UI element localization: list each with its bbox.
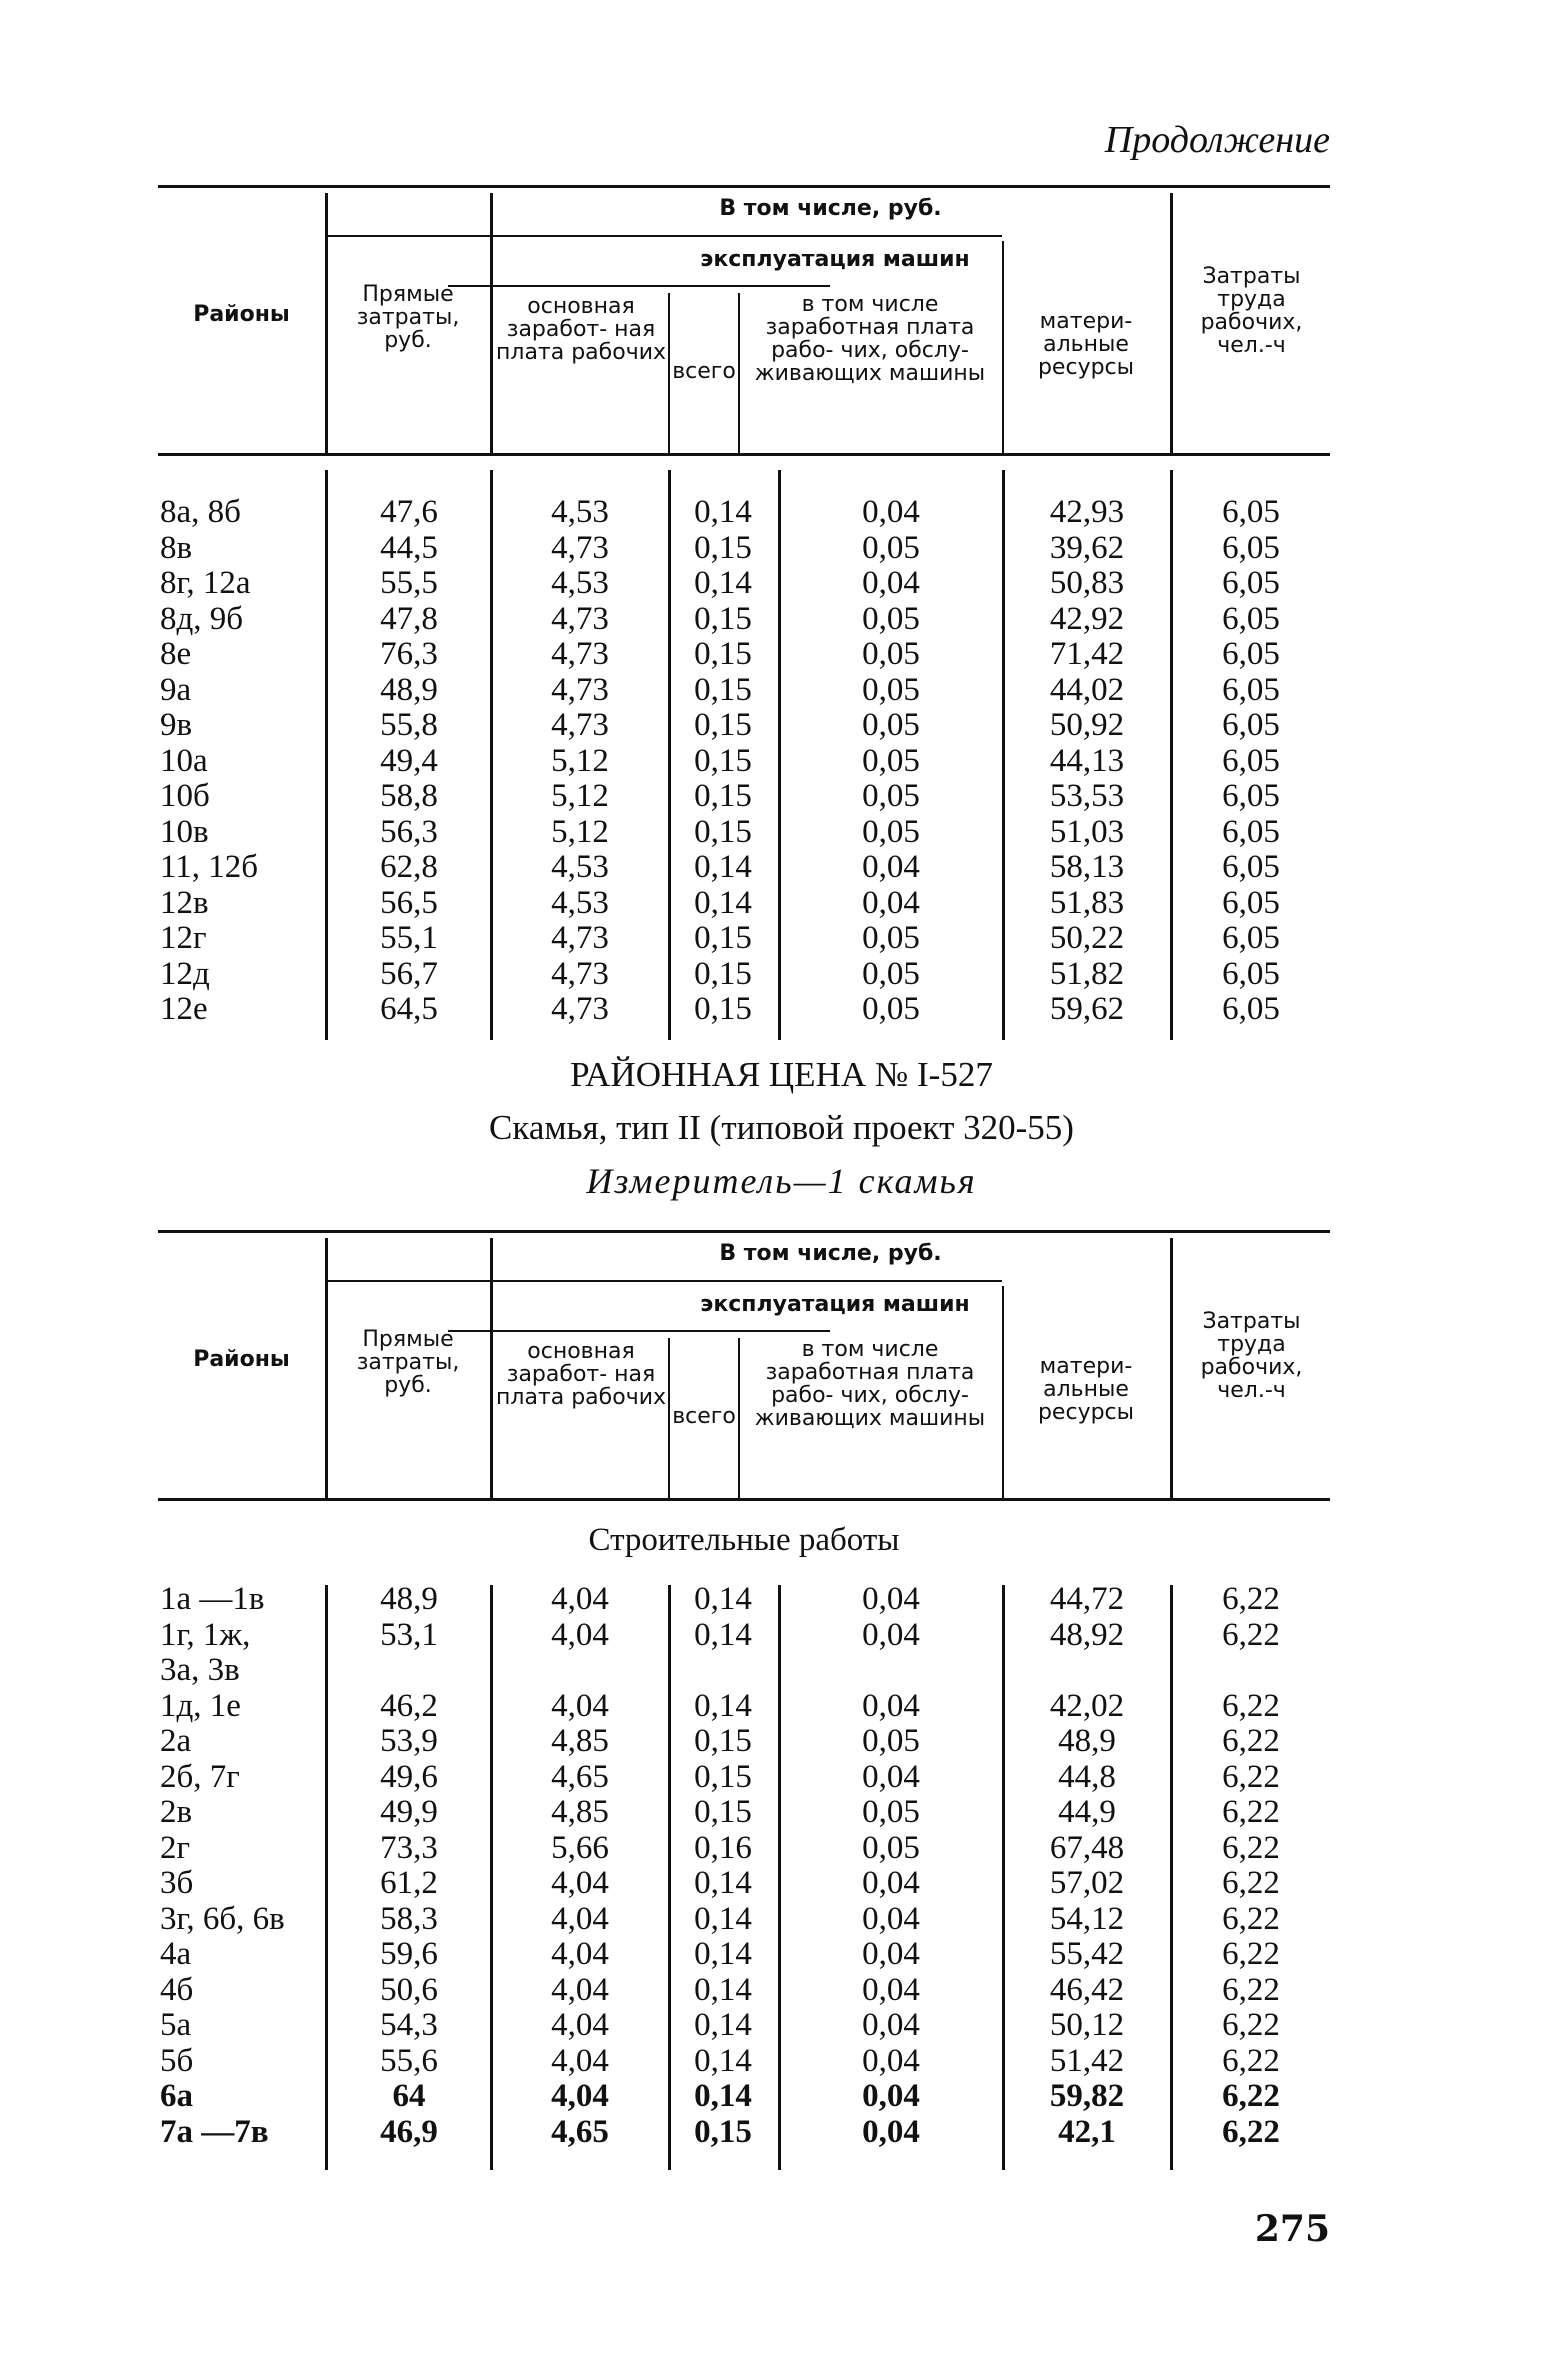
cell-zarplata: 0,04 [862, 1865, 920, 1901]
header-v-tom-chisle-2: В том числе, руб. [719, 1241, 942, 1266]
cell-osnovnaya: 5,12 [551, 778, 609, 814]
cell-osnovnaya: 4,04 [551, 2007, 609, 2043]
cell-pryamye: 55,6 [380, 2042, 438, 2079]
cell-trud: 6,22 [1222, 1865, 1280, 1901]
cell-pryamye: 55,1 [380, 920, 438, 956]
cell-pryamye: 49,4 [380, 742, 438, 779]
cell-material: 50,83 [1049, 565, 1125, 601]
subheading-construction: Строительные работы [588, 1522, 900, 1558]
cell-rayon: 4б [160, 1971, 194, 2008]
table-row [158, 1795, 1330, 1831]
cell-material: 57,02 [1049, 1865, 1125, 1901]
cell-vsego: 0,14 [694, 1687, 752, 1724]
cell-pryamye: 46,9 [380, 2113, 438, 2150]
cell-trud: 6,22 [1222, 2078, 1280, 2114]
cell-vsego: 0,15 [694, 707, 752, 743]
cell-pryamye: 64 [392, 2078, 426, 2114]
cell-trud: 6,22 [1222, 1829, 1280, 1866]
header-vsego-2: всего [672, 1404, 736, 1429]
cell-osnovnaya: 4,53 [551, 884, 609, 921]
continuation-label: Продолжение [1104, 119, 1330, 161]
cell-material: 44,8 [1058, 1758, 1116, 1795]
cell-material: 55,42 [1049, 1936, 1125, 1972]
cell-pryamye: 47,8 [380, 600, 438, 637]
cell-zarplata: 0,04 [862, 1936, 920, 1972]
cell-zarplata: 0,04 [862, 2078, 920, 2114]
cell-trud: 6,05 [1222, 778, 1280, 814]
cell-osnovnaya: 5,66 [551, 1829, 609, 1866]
cell-rayon: 8д, 9б [160, 600, 244, 637]
table-row [158, 957, 1330, 993]
cell-material: 50,22 [1049, 920, 1125, 956]
cell-material: 71,42 [1049, 636, 1125, 672]
cell-vsego: 0,14 [694, 494, 752, 530]
cell-pryamye: 46,2 [380, 1687, 438, 1724]
cell-vsego: 0,15 [694, 920, 752, 956]
cell-osnovnaya: 4,73 [551, 529, 609, 566]
cell-osnovnaya: 4,04 [551, 1581, 609, 1617]
cell-rayon: 8г, 12а [160, 565, 251, 601]
cell-zarplata: 0,05 [862, 1794, 920, 1830]
cell-rayon: 8е [160, 636, 192, 672]
cell-vsego: 0,15 [694, 742, 752, 779]
cell-zarplata: 0,04 [862, 884, 920, 921]
header-rayony-2: Районы [193, 1347, 290, 1372]
cell-osnovnaya: 4,04 [551, 1936, 609, 1972]
cell-trud: 6,05 [1222, 565, 1280, 601]
cell-zarplata: 0,04 [862, 1971, 920, 2008]
cell-vsego: 0,14 [694, 1936, 752, 1972]
cell-vsego: 0,14 [694, 2007, 752, 2043]
cell-pryamye: 62,8 [380, 849, 438, 885]
cell-material: 54,12 [1049, 1900, 1125, 1937]
cell-trud: 6,05 [1222, 707, 1280, 743]
cell-rayon: 12г [160, 920, 207, 956]
cell-osnovnaya: 4,65 [551, 2113, 609, 2150]
header-pryamye: Прямые затраты, руб. [356, 282, 460, 353]
table-row [158, 1937, 1330, 1973]
cell-rayon: 1г, 1ж, [160, 1616, 251, 1653]
cell-osnovnaya: 4,53 [551, 849, 609, 885]
table-row [158, 744, 1330, 780]
header-osnovnaya: основная заработ- ная плата рабочих [496, 294, 667, 365]
cell-zarplata: 0,04 [862, 494, 920, 530]
cell-rayon: 3б [160, 1865, 194, 1901]
table-row [158, 1653, 1330, 1689]
cell-pryamye: 47,6 [380, 494, 438, 530]
cell-zarplata: 0,04 [862, 2042, 920, 2079]
cell-osnovnaya: 4,53 [551, 494, 609, 530]
table-row [158, 708, 1330, 744]
cell-material: 39,62 [1049, 529, 1125, 566]
table-row [158, 1902, 1330, 1938]
cell-rayon: 12д [160, 955, 210, 992]
header-v-tom-chisle-zp: в том числе заработная плата рабо- чих, обслу- живающих машины [754, 292, 986, 386]
cell-trud: 6,05 [1222, 636, 1280, 672]
table-1 [158, 185, 1330, 1045]
cell-zarplata: 0,05 [862, 920, 920, 956]
cell-osnovnaya: 4,04 [551, 2078, 609, 2114]
table-row [158, 815, 1330, 851]
table-row [158, 1689, 1330, 1725]
cell-zarplata: 0,05 [862, 671, 920, 708]
cell-vsego: 0,15 [694, 636, 752, 672]
cell-vsego: 0,14 [694, 1900, 752, 1937]
section-measure: Измеритель—1 скамья [586, 1161, 977, 1201]
cell-rayon: 4а [160, 1936, 192, 1972]
cell-zarplata: 0,05 [862, 1829, 920, 1866]
cell-trud: 6,05 [1222, 813, 1280, 850]
header-materialnye-2: матери- альные ресурсы [1037, 1354, 1135, 1425]
cell-zarplata: 0,04 [862, 1616, 920, 1653]
cell-pryamye: 76,3 [380, 636, 438, 672]
cell-pryamye: 53,1 [380, 1616, 438, 1653]
table-row [158, 1831, 1330, 1867]
cell-rayon: 2г [160, 1829, 191, 1866]
header-pryamye-2: Прямые затраты, руб. [356, 1327, 460, 1398]
cell-pryamye: 50,6 [380, 1971, 438, 2008]
cell-vsego: 0,15 [694, 600, 752, 637]
table-row [158, 602, 1330, 638]
cell-material: 58,13 [1049, 849, 1125, 885]
cell-vsego: 0,16 [694, 1829, 752, 1866]
cell-zarplata: 0,05 [862, 991, 920, 1027]
cell-material: 44,72 [1049, 1581, 1125, 1617]
cell-trud: 6,22 [1222, 1758, 1280, 1795]
cell-zarplata: 0,05 [862, 778, 920, 814]
cell-pryamye: 56,3 [380, 813, 438, 850]
cell-trud: 6,22 [1222, 1794, 1280, 1830]
cell-trud: 6,05 [1222, 494, 1280, 530]
cell-zarplata: 0,04 [862, 1687, 920, 1724]
cell-zarplata: 0,05 [862, 636, 920, 672]
cell-trud: 6,22 [1222, 1581, 1280, 1617]
cell-rayon: 12в [160, 884, 209, 921]
cell-trud: 6,22 [1222, 1936, 1280, 1972]
cell-rayon: 2а [160, 1723, 192, 1759]
cell-material: 42,1 [1058, 2113, 1116, 2150]
cell-vsego: 0,14 [694, 2078, 752, 2114]
cell-pryamye: 58,8 [380, 778, 438, 814]
cell-trud: 6,22 [1222, 1687, 1280, 1724]
cell-trud: 6,22 [1222, 2042, 1280, 2079]
cell-material: 51,83 [1049, 884, 1125, 921]
header-rayony: Районы [193, 302, 290, 327]
cell-osnovnaya: 4,04 [551, 1687, 609, 1724]
table-row [158, 637, 1330, 673]
cell-pryamye: 48,9 [380, 1581, 438, 1617]
cell-material: 59,82 [1049, 2078, 1125, 2114]
cell-rayon: 1а —1в [160, 1581, 265, 1617]
cell-vsego: 0,15 [694, 671, 752, 708]
table-row [158, 992, 1330, 1028]
cell-rayon: 3г, 6б, 6в [160, 1900, 285, 1937]
table-row [158, 2044, 1330, 2080]
cell-material: 50,12 [1049, 2007, 1125, 2043]
cell-osnovnaya: 4,73 [551, 636, 609, 672]
cell-zarplata: 0,05 [862, 529, 920, 566]
cell-rayon: 6а [160, 2078, 193, 2114]
cell-trud: 6,05 [1222, 529, 1280, 566]
cell-pryamye: 73,3 [380, 1829, 438, 1866]
cell-rayon: 2б, 7г [160, 1758, 240, 1795]
section-title: РАЙОННАЯ ЦЕНА № I-527 [570, 1055, 993, 1094]
cell-vsego: 0,14 [694, 2042, 752, 2079]
cell-pryamye: 56,5 [380, 884, 438, 921]
cell-rayon: 10б [160, 778, 210, 814]
cell-osnovnaya: 4,85 [551, 1723, 609, 1759]
cell-osnovnaya: 4,73 [551, 671, 609, 708]
cell-zarplata: 0,05 [862, 742, 920, 779]
cell-zarplata: 0,05 [862, 707, 920, 743]
cell-zarplata: 0,04 [862, 1581, 920, 1617]
header-vsego: всего [672, 359, 736, 384]
cell-material: 44,02 [1049, 671, 1125, 708]
cell-trud: 6,05 [1222, 920, 1280, 956]
header-ekspluatatsiya: эксплуатация машин [700, 247, 970, 272]
cell-zarplata: 0,04 [862, 565, 920, 601]
cell-pryamye: 55,8 [380, 707, 438, 743]
cell-pryamye: 44,5 [380, 529, 438, 566]
cell-zarplata: 0,04 [862, 1900, 920, 1937]
cell-osnovnaya: 4,65 [551, 1758, 609, 1795]
cell-material: 42,93 [1049, 494, 1125, 530]
cell-material: 51,42 [1049, 2042, 1125, 2079]
cell-osnovnaya: 4,04 [551, 1900, 609, 1937]
table-row [158, 2008, 1330, 2044]
cell-pryamye: 61,2 [380, 1865, 438, 1901]
cell-trud: 6,05 [1222, 955, 1280, 992]
cell-material: 51,03 [1049, 813, 1125, 850]
cell-material: 42,02 [1049, 1687, 1125, 1724]
cell-rayon: 9а [160, 671, 192, 708]
header-osnovnaya-2: основная заработ- ная плата рабочих [496, 1339, 667, 1410]
cell-vsego: 0,15 [694, 1758, 752, 1795]
cell-rayon: 5а [160, 2007, 192, 2043]
table-row [158, 779, 1330, 815]
cell-rayon: 10в [160, 813, 209, 850]
table-row [158, 2079, 1330, 2115]
cell-vsego: 0,14 [694, 849, 752, 885]
cell-trud: 6,05 [1222, 671, 1280, 708]
cell-material: 51,82 [1049, 955, 1125, 992]
section-subtitle: Скамья, тип II (типовой проект 320-55) [489, 1108, 1074, 1147]
cell-rayon: 5б [160, 2042, 194, 2079]
cell-rayon: 12е [160, 991, 208, 1027]
cell-pryamye: 49,6 [380, 1758, 438, 1795]
table-row [158, 1618, 1330, 1654]
header-zatraty-truda-2: Затраты труда рабочих, чел.-ч [1200, 1309, 1303, 1403]
cell-rayon: 2в [160, 1794, 193, 1830]
cell-vsego: 0,14 [694, 884, 752, 921]
cell-osnovnaya: 4,73 [551, 707, 609, 743]
table-row [158, 2115, 1330, 2151]
cell-material: 53,53 [1049, 778, 1125, 814]
cell-pryamye: 55,5 [380, 565, 438, 601]
header-v-tom-chisle-zp-2: в том числе заработная плата рабо- чих, обслу- живающих машины [754, 1337, 986, 1431]
cell-zarplata: 0,05 [862, 813, 920, 850]
cell-osnovnaya: 4,73 [551, 955, 609, 992]
cell-material: 48,92 [1049, 1616, 1125, 1653]
cell-vsego: 0,15 [694, 1723, 752, 1759]
cell-osnovnaya: 4,85 [551, 1794, 609, 1830]
cell-material: 46,42 [1049, 1971, 1125, 2008]
cell-osnovnaya: 4,04 [551, 1865, 609, 1901]
cell-pryamye: 59,6 [380, 1936, 438, 1972]
cell-zarplata: 0,05 [862, 955, 920, 992]
table-row [158, 921, 1330, 957]
table-row [158, 1866, 1330, 1902]
cell-osnovnaya: 4,04 [551, 1616, 609, 1653]
cell-rayon: 11, 12б [160, 849, 259, 885]
cell-trud: 6,22 [1222, 1616, 1280, 1653]
cell-material: 44,13 [1049, 742, 1125, 779]
table-row [158, 1724, 1330, 1760]
cell-zarplata: 0,04 [862, 2007, 920, 2043]
table-row [158, 1973, 1330, 2009]
cell-vsego: 0,14 [694, 1616, 752, 1653]
cell-trud: 6,22 [1222, 2113, 1280, 2150]
page-number: 275 [1254, 2208, 1330, 2250]
cell-rayon: 8а, 8б [160, 494, 241, 530]
cell-pryamye: 56,7 [380, 955, 438, 992]
header-materialnye: матери- альные ресурсы [1037, 309, 1135, 380]
cell-material: 50,92 [1049, 707, 1125, 743]
cell-rayon: 8в [160, 529, 193, 566]
cell-rayon: 10а [160, 742, 208, 779]
cell-vsego: 0,14 [694, 1581, 752, 1617]
table-row [158, 1582, 1330, 1618]
cell-trud: 6,22 [1222, 2007, 1280, 2043]
cell-trud: 6,22 [1222, 1723, 1280, 1759]
cell-osnovnaya: 4,53 [551, 565, 609, 601]
cell-material: 48,9 [1058, 1723, 1116, 1759]
cell-vsego: 0,15 [694, 778, 752, 814]
cell-vsego: 0,14 [694, 1971, 752, 2008]
cell-vsego: 0,14 [694, 1865, 752, 1901]
cell-pryamye: 64,5 [380, 991, 438, 1027]
cell-vsego: 0,14 [694, 565, 752, 601]
cell-pryamye: 48,9 [380, 671, 438, 708]
cell-material: 44,9 [1058, 1794, 1116, 1830]
table-row [158, 1760, 1330, 1796]
cell-osnovnaya: 4,73 [551, 600, 609, 637]
cell-zarplata: 0,04 [862, 849, 920, 885]
cell-vsego: 0,15 [694, 529, 752, 566]
cell-osnovnaya: 5,12 [551, 742, 609, 779]
cell-trud: 6,05 [1222, 849, 1280, 885]
cell-pryamye: 58,3 [380, 1900, 438, 1937]
cell-vsego: 0,15 [694, 813, 752, 850]
cell-trud: 6,05 [1222, 991, 1280, 1027]
cell-trud: 6,22 [1222, 1900, 1280, 1937]
cell-trud: 6,05 [1222, 600, 1280, 637]
cell-material: 67,48 [1049, 1829, 1125, 1866]
table-row [158, 531, 1330, 567]
header-v-tom-chisle: В том числе, руб. [719, 196, 942, 221]
cell-vsego: 0,15 [694, 955, 752, 992]
table-2 [158, 1230, 1330, 2180]
cell-zarplata: 0,04 [862, 1758, 920, 1795]
table-row [158, 886, 1330, 922]
cell-zarplata: 0,04 [862, 2113, 920, 2150]
cell-material: 42,92 [1049, 600, 1125, 637]
cell-osnovnaya: 4,04 [551, 2042, 609, 2079]
cell-rayon: 7а —7в [160, 2113, 269, 2150]
cell-pryamye: 49,9 [380, 1794, 438, 1830]
cell-pryamye: 53,9 [380, 1723, 438, 1759]
cell-osnovnaya: 4,04 [551, 1971, 609, 2008]
table-row [158, 673, 1330, 709]
cell-rayon: 9в [160, 707, 193, 743]
cell-zarplata: 0,05 [862, 600, 920, 637]
cell-osnovnaya: 4,73 [551, 991, 609, 1027]
header-zatraty-truda: Затраты труда рабочих, чел.-ч [1200, 264, 1303, 358]
cell-trud: 6,05 [1222, 884, 1280, 921]
cell-osnovnaya: 4,73 [551, 920, 609, 956]
table-row [158, 850, 1330, 886]
cell-vsego: 0,15 [694, 1794, 752, 1830]
cell-material: 59,62 [1049, 991, 1125, 1027]
cell-vsego: 0,15 [694, 991, 752, 1027]
header-ekspluatatsiya-2: эксплуатация машин [700, 1292, 970, 1317]
table-row [158, 566, 1330, 602]
cell-trud: 6,22 [1222, 1971, 1280, 2008]
cell-rayon: 1д, 1е [160, 1687, 241, 1724]
table-row [158, 495, 1330, 531]
cell-trud: 6,05 [1222, 742, 1280, 779]
cell-rayon: 3а, 3в [160, 1652, 240, 1688]
cell-osnovnaya: 5,12 [551, 813, 609, 850]
cell-zarplata: 0,05 [862, 1723, 920, 1759]
cell-vsego: 0,15 [694, 2113, 752, 2150]
cell-pryamye: 54,3 [380, 2007, 438, 2043]
